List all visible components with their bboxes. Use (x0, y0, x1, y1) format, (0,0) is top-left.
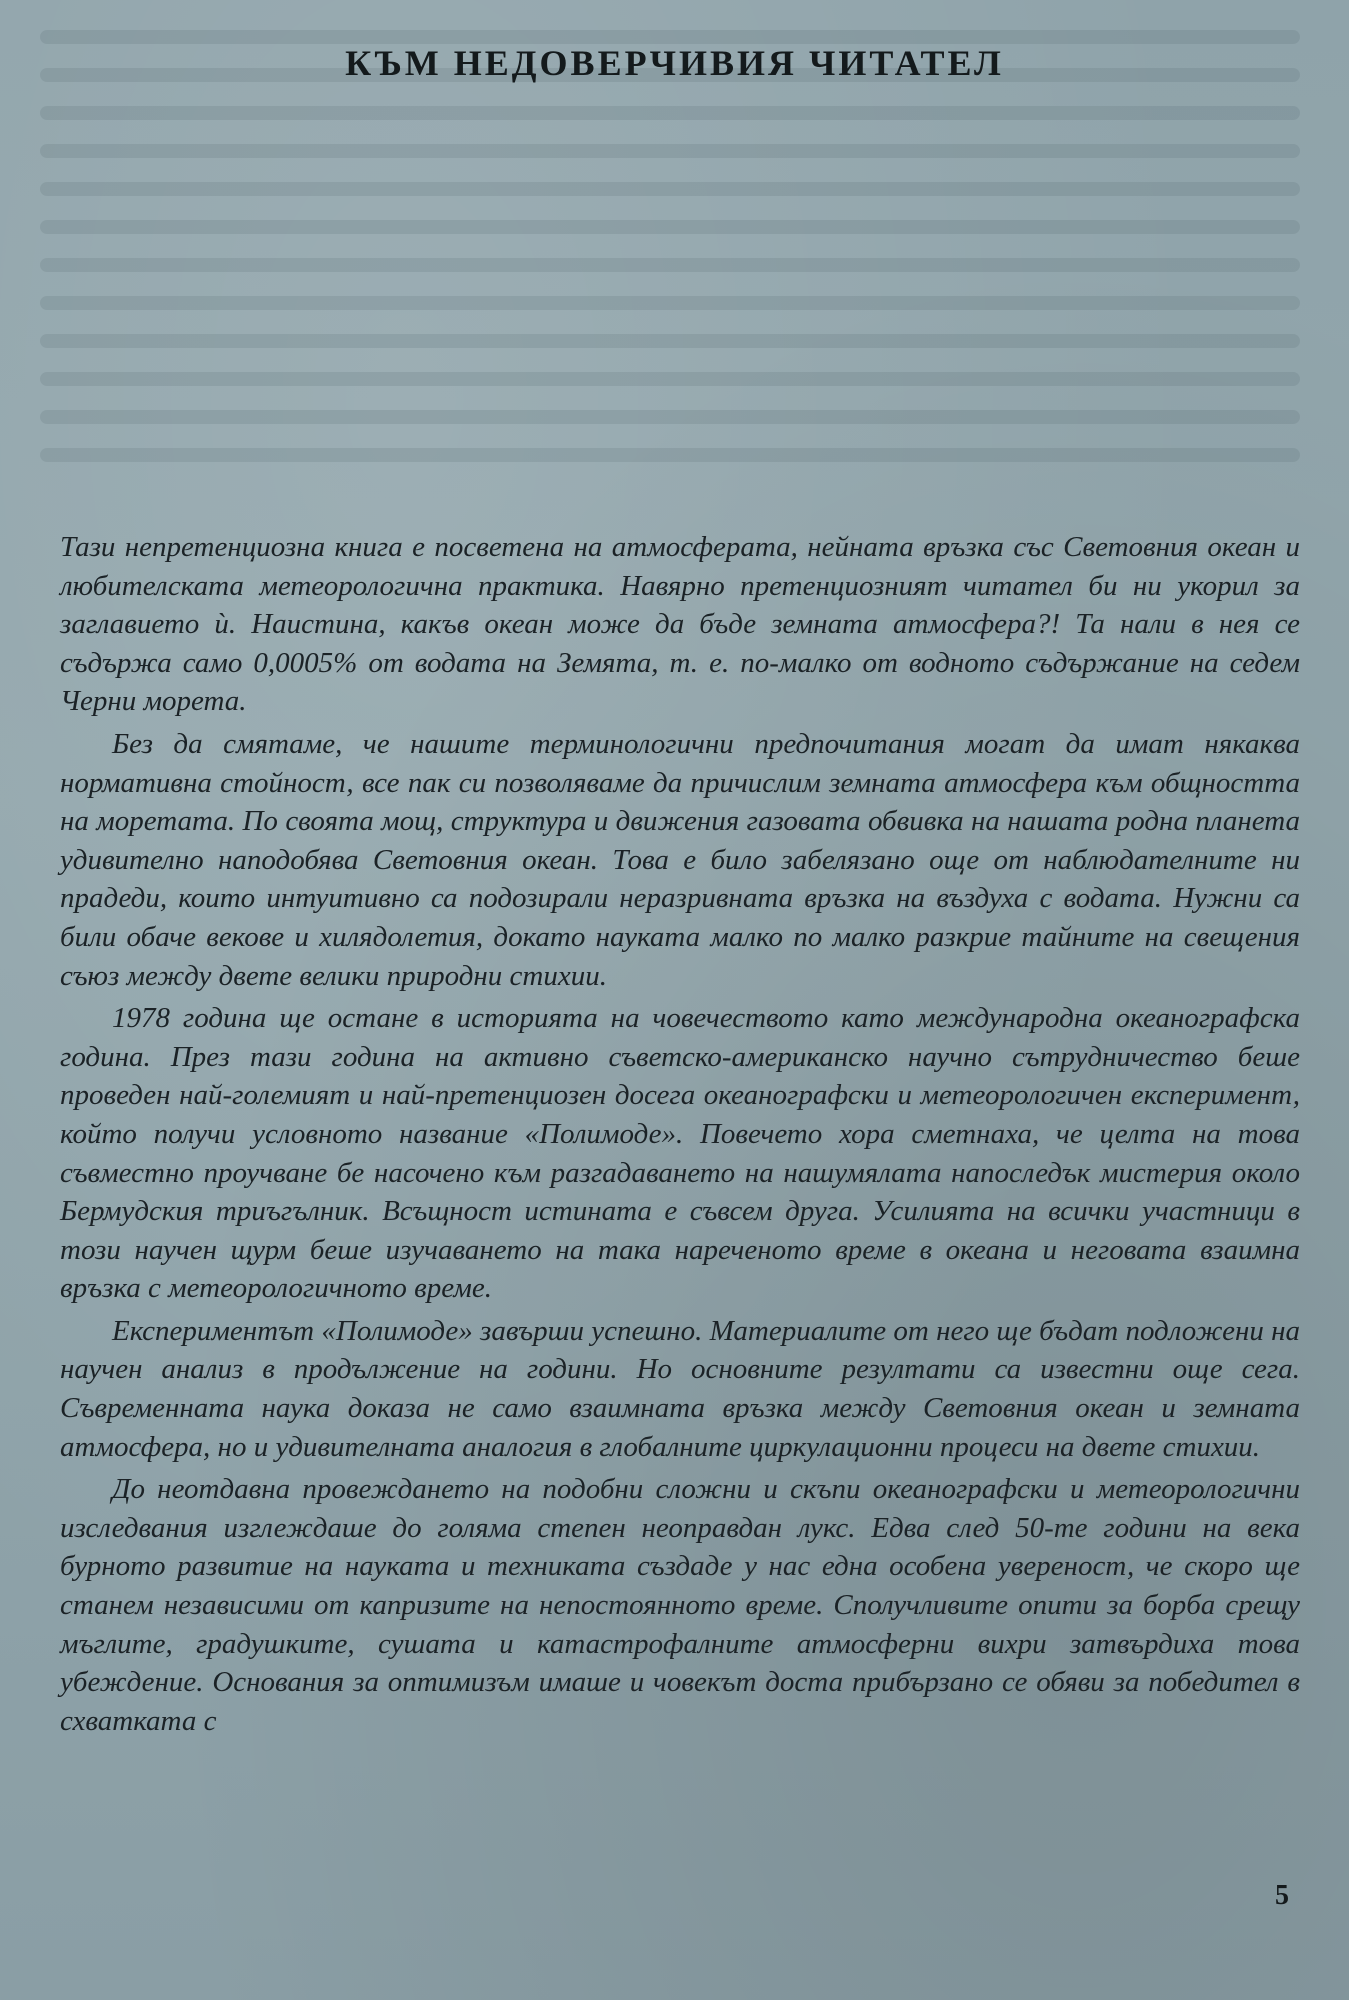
paragraph: Без да смятаме, че нашите терминологични предпочитания могат да имат някаква нормативна стойност, все пак си позволяваме да причислим земната атмосфера към общността на моретата. По своята мощ, структура и движения газовата обвивка на нашата родна планета удивително наподобява Световния океан. Това е било забелязано още от наблюдателните ни прадеди, които интуитивно са подозирали неразривната връзка на въздуха с водата. Нужни са били обаче векове и хилядолетия, докато науката малко по малко разкрие тайните на свещения съюз между двете велики природни стихии. (60, 727, 1300, 992)
body-text (60, 528, 1300, 1744)
paragraph: Тази непретенциозна книга е посветена на атмосферата, нейната връзка със Световния океан и любителската метеорологична практика. Навярно претенциозният читател би ни укорил за заглавието ѝ. Наистина, какъв океан може да бъде земната атмосфера?! Та нали в нея се съдържа само 0,0005% от водата на Земята, т. е. по-малко от водното съдържание на седем Черни морета. (60, 531, 1300, 718)
paragraph: До неотдавна провеждането на подобни сложни и скъпи океанографски и метеорологични изследвания изглеждаше до голяма степен неоправдан лукс. Едва след 50-те години на века бурното развитие на науката и техниката създаде у нас една особена увереност, че скоро ще станем независими от капризите на непостоянното време. Сполучливите опити за борба срещу мъглите, градушките, сушата и катастрофалните атмосферни вихри затвърдиха това убеждение. Основания за оптимизъм имаше и човекът доста прибързано се обяви за победител в схватката с (60, 1473, 1300, 1737)
paragraph: Експериментът «Полимоде» завърши успешно. Материалите от него ще бъдат подложени на научен анализ в продължение на години. Но основните резултати са известни още сега. Съвременната наука доказа не само взаимната връзка между Световния океан и земната атмосфера, но и удивителната аналогия в глобалните циркулационни процеси на двете стихии. (60, 1314, 1300, 1463)
page-number: 5 (1275, 1880, 1289, 1911)
paragraph: 1978 година ще остане в историята на човечеството като международна океанографска година. През тази година на активно съветско-американско научно сътрудничество беше проведен най-големият и най-претенциозен досега океанографски и метеорологичен експеримент, който получи условното название «Полимоде». Повечето хора сметнаха, че целта на това съвместно проучване бе насочено към разгадаването на нашумялата напоследък мистерия около Бермудския триъгълник. Всъщност истината е съвсем друга. Усилията на всички участници в този научен щурм беше изучаването на така нареченото време в океана и неговата взаимна връзка с метеорологичното време. (60, 1002, 1300, 1305)
page-title: КЪМ НЕДОВЕРЧИВИЯ ЧИТАТЕЛ (345, 43, 1004, 83)
show-through-text (40, 30, 1300, 500)
